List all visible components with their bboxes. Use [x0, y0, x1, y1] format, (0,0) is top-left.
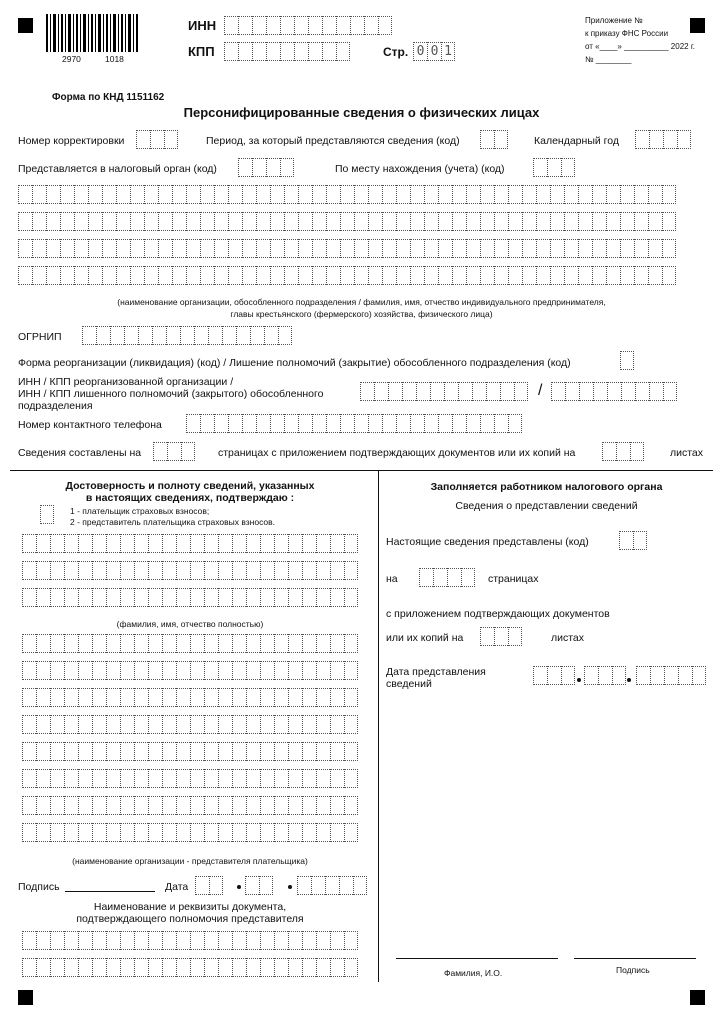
- pages-middle: страницах с приложением подтверждающих документов или их копий на: [218, 447, 576, 459]
- period-cells[interactable]: [480, 130, 508, 149]
- submission-day-cells[interactable]: [533, 666, 575, 685]
- page-number-cells[interactable]: [413, 42, 455, 61]
- barcode: [46, 14, 140, 54]
- rep-org-row-3[interactable]: [22, 688, 358, 707]
- phone-cells[interactable]: [186, 414, 522, 433]
- submission-date-label-2: сведений: [386, 678, 432, 690]
- corner-marker-top-left: [18, 18, 33, 33]
- rep-org-row-5[interactable]: [22, 742, 358, 761]
- corner-marker-bottom-left: [18, 990, 33, 1005]
- fio-row-2[interactable]: [22, 561, 358, 580]
- ogrnip-label: ОГРНИП: [18, 331, 62, 343]
- pages-label: страницах: [488, 573, 539, 585]
- pages-count-cells[interactable]: [153, 442, 195, 461]
- corner-marker-bottom-right: [690, 990, 705, 1005]
- section-divider: [10, 470, 713, 471]
- rep-org-row-7[interactable]: [22, 796, 358, 815]
- year-label: Календарный год: [534, 135, 619, 147]
- page-digit: 1: [441, 42, 455, 61]
- inn-label: ИНН: [188, 18, 217, 33]
- date-separator: [288, 885, 292, 889]
- ogrnip-cells[interactable]: [82, 326, 292, 345]
- reorg-inn-label-1: ИНН / КПП реорганизованной организации /: [18, 376, 234, 388]
- doc-row-1[interactable]: [22, 931, 358, 950]
- sheets-count-cells[interactable]: [602, 442, 644, 461]
- reorg-inn-label-3: подразделения: [18, 400, 93, 412]
- doc-caption-1: Наименование и реквизиты документа,: [93, 901, 287, 913]
- appendix-line4: № ________: [585, 55, 632, 64]
- date-separator: [577, 678, 581, 682]
- date-year-cells[interactable]: [297, 876, 367, 895]
- reorg-kpp-cells[interactable]: [551, 382, 677, 401]
- appendix-line2: к приказу ФНС России: [585, 29, 669, 38]
- location-cells[interactable]: [533, 158, 575, 177]
- page-label: Стр.: [383, 45, 409, 59]
- date-separator: [237, 885, 241, 889]
- on-label: на: [386, 573, 398, 585]
- rep-org-row-8[interactable]: [22, 823, 358, 842]
- org-name-row-2[interactable]: [18, 212, 676, 231]
- submission-year-cells[interactable]: [636, 666, 706, 685]
- date-month-cells[interactable]: [245, 876, 273, 895]
- rep-org-row-1[interactable]: [22, 634, 358, 653]
- kpp-cells[interactable]: [224, 42, 350, 61]
- rep-org-row-4[interactable]: [22, 715, 358, 734]
- or-copies-label: или их копий на: [386, 632, 464, 644]
- pages-suffix: листах: [670, 447, 704, 459]
- submission-month-cells[interactable]: [584, 666, 626, 685]
- org-name-row-4[interactable]: [18, 266, 676, 285]
- kpp-label: КПП: [188, 44, 215, 59]
- reorg-inn-label-2: ИНН / КПП лишенного полномочий (закрытого) обособленного: [18, 388, 324, 400]
- submission-date-label-1: Дата представления: [386, 666, 486, 678]
- submitted-code-label: Настоящие сведения представлены (код): [386, 536, 589, 548]
- signer-option-2: 2 - представитель плательщика страховых взносов.: [70, 517, 276, 527]
- officer-signature-caption: Подпись: [616, 965, 650, 975]
- date-separator: [627, 678, 631, 682]
- submitted-sheets-cells[interactable]: [480, 627, 522, 646]
- barcode-number-left: 2970: [62, 54, 81, 64]
- confirm-title-2: в настоящих сведениях, подтверждаю :: [85, 492, 295, 504]
- year-cells[interactable]: [635, 130, 691, 149]
- phone-label: Номер контактного телефона: [18, 419, 162, 431]
- correction-number-cells[interactable]: [136, 130, 178, 149]
- form-code: Форма по КНД 1151162: [52, 92, 165, 103]
- date-label: Дата: [165, 881, 189, 893]
- reorg-inn-cells[interactable]: [360, 382, 528, 401]
- rep-org-row-2[interactable]: [22, 661, 358, 680]
- tax-authority-label: Представляется в налоговый орган (код): [18, 163, 217, 175]
- reorg-form-cells[interactable]: [620, 351, 634, 370]
- date-day-cells[interactable]: [195, 876, 223, 895]
- signer-option-1: 1 - плательщик страховых взносов;: [70, 506, 210, 516]
- signature-line[interactable]: [65, 891, 155, 892]
- page-title: Персонифицированные сведения о физических лицах: [183, 105, 540, 120]
- appendix-line3: от «____» __________ 2022 г.: [585, 42, 695, 51]
- org-name-caption-1: (наименование организации, обособленного подразделения / фамилия, имя, отчество индивидуального предпринимателя,: [117, 297, 606, 307]
- org-name-row-3[interactable]: [18, 239, 676, 258]
- tax-officer-subtitle: Сведения о представлении сведений: [455, 500, 638, 512]
- rep-org-row-6[interactable]: [22, 769, 358, 788]
- signer-type-cell[interactable]: [40, 505, 54, 524]
- fio-caption: (фамилия, имя, отчество полностью): [116, 619, 264, 629]
- doc-caption-2: подтверждающего полномочия представителя: [76, 913, 304, 925]
- officer-name-caption: Фамилия, И.О.: [444, 968, 503, 978]
- inn-cells[interactable]: [224, 16, 392, 35]
- pages-prefix: Сведения составлены на: [18, 447, 142, 459]
- reorg-form-label: Форма реорганизации (ликвидация) (код) / Лишение полномочий (закрытие) обособленного подразделения (код): [18, 357, 571, 369]
- fio-row-1[interactable]: [22, 534, 358, 553]
- page-digit: 0: [413, 42, 427, 61]
- org-name-row-1[interactable]: [18, 185, 676, 204]
- reorg-slash: /: [538, 382, 543, 399]
- confirm-title-1: Достоверность и полноту сведений, указанных: [65, 480, 315, 492]
- sheets-label: листах: [551, 632, 585, 644]
- correction-number-label: Номер корректировки: [18, 135, 125, 147]
- page-digit: 0: [427, 42, 441, 61]
- doc-row-2[interactable]: [22, 958, 358, 977]
- officer-name-line[interactable]: [396, 958, 558, 959]
- corner-marker-top-right: [690, 18, 705, 33]
- barcode-number-right: 1018: [105, 54, 124, 64]
- signature-label: Подпись: [18, 881, 60, 893]
- tax-officer-title: Заполняется работником налогового органа: [430, 481, 663, 493]
- submitted-code-cells[interactable]: [619, 531, 647, 550]
- tax-authority-cells[interactable]: [238, 158, 294, 177]
- org-name-caption-2: главы крестьянского (фермерского) хозяйства, физического лица): [230, 309, 493, 319]
- appendix-line1: Приложение №: [585, 16, 643, 25]
- period-label: Период, за который представляются сведения (код): [206, 135, 460, 147]
- officer-signature-line[interactable]: [574, 958, 696, 959]
- submitted-pages-cells[interactable]: [419, 568, 475, 587]
- rep-org-caption: (наименование организации - представителя плательщика): [72, 856, 308, 866]
- with-docs-label: с приложением подтверждающих документов: [386, 608, 610, 620]
- location-label: По месту нахождения (учета) (код): [335, 163, 505, 175]
- fio-row-3[interactable]: [22, 588, 358, 607]
